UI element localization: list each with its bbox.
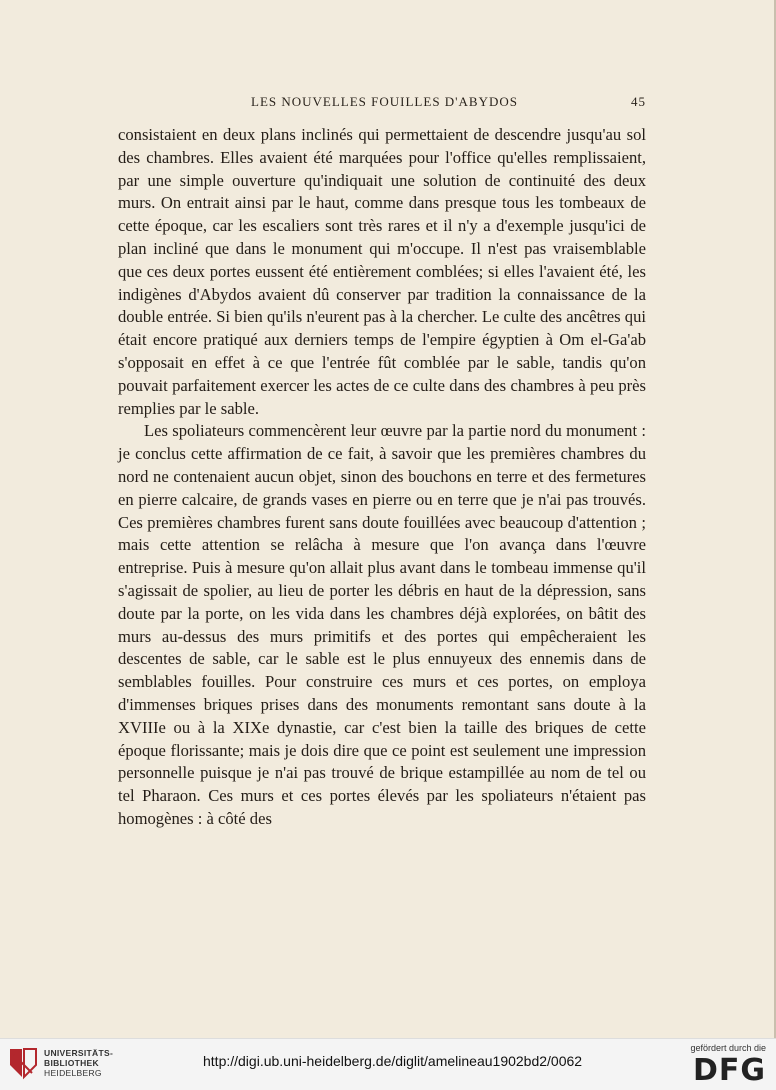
body-text bbox=[118, 124, 646, 831]
dfg-logo: DFG bbox=[692, 1053, 766, 1088]
permalink-url[interactable]: http://digi.ub.uni-heidelberg.de/diglit/amelineau1902bd2/0062 bbox=[203, 1053, 583, 1069]
library-name-line-3: HEIDELBERG bbox=[44, 1068, 102, 1078]
library-name-line-1: UNIVERSITÄTS- bbox=[44, 1048, 114, 1058]
university-library-logo-icon bbox=[6, 1045, 40, 1081]
library-name bbox=[44, 1048, 113, 1078]
viewer-footer bbox=[0, 1038, 776, 1090]
page-number: 45 bbox=[631, 94, 646, 109]
running-head-title: LES NOUVELLES FOUILLES D'ABYDOS bbox=[251, 94, 518, 109]
paragraph-1: consistaient en deux plans inclinés qui permettaient de descendre jusqu'au sol des chambres. Elles avaient été marquées pour l'office qu'elles remplissaient, par une simple ouverture qu'indiquait une solution de continuité des deux murs. On entrait ainsi par le haut, comme dans presque tous les tombeaux de cette époque, car les escaliers sont très rares et il n'y a d'exemple jusqu'ici de plan incliné que dans le monument qui m'occupe. Il n'est pas vraisemblable que ces deux portes eussent été entièrement comblées; si elles l'avaient été, les indigènes d'Abydos avaient dû conserver par tradition la connaissance de la double entrée. Si bien qu'ils n'eurent pas à la chercher. Le culte des ancêtres qui était encore pratiqué aux derniers temps de l'empire égyptien à Om el-Ga'ab s'opposait en effet à ce que l'entrée fût comblée par le sable, tandis qu'on pouvait parfaitement exercer les actes de ce culte dans des chambres à peu près remplies par le sable. bbox=[118, 125, 646, 418]
library-name-line-2: BIBLIOTHEK bbox=[44, 1058, 99, 1068]
paragraph-2: Les spoliateurs commencèrent leur œuvre par la partie nord du monument : je conclus cette affirmation de ce fait, à savoir que les premières chambres du nord ne contenaient aucun objet, sinon des bouchons en terre et des fermetures en pierre calcaire, de grands vases en pierre ou en terre que je n'ai pas trouvés. Ces premières chambres furent sans doute fouillées avec beaucoup d'attention ; mais cette attention se relâcha à mesure que l'on avança dans l'œuvre entreprise. Puis à mesure qu'on allait plus avant dans le tombeau immense qu'il s'agissait de spolier, au lieu de porter les débris en haut de la dépression, sans doute par la porte, on les vida dans les chambres déjà explorées, on bâtit des murs au-dessus des murs primitifs et des portes qui empêcheraient les descentes de sable, car le sable est le plus ennuyeux des ennemis dans de semblables fouilles. Pour construire ces murs et ces portes, on employa d'immenses briques prises dans des monuments remontant sans doute à la XVIIIe ou à la XIXe dynastie, car c'est bien la taille des briques de cette époque florissante; mais je dois dire que ce point est seulement une impression personnelle puisque je n'ai pas trouvé de brique estampillée au nom de tel ou tel Pharaon. Ces murs et ces portes élevés par les spoliateurs n'étaient pas homogènes : à côté des bbox=[118, 421, 646, 828]
funder-label: gefördert durch die bbox=[690, 1043, 766, 1053]
